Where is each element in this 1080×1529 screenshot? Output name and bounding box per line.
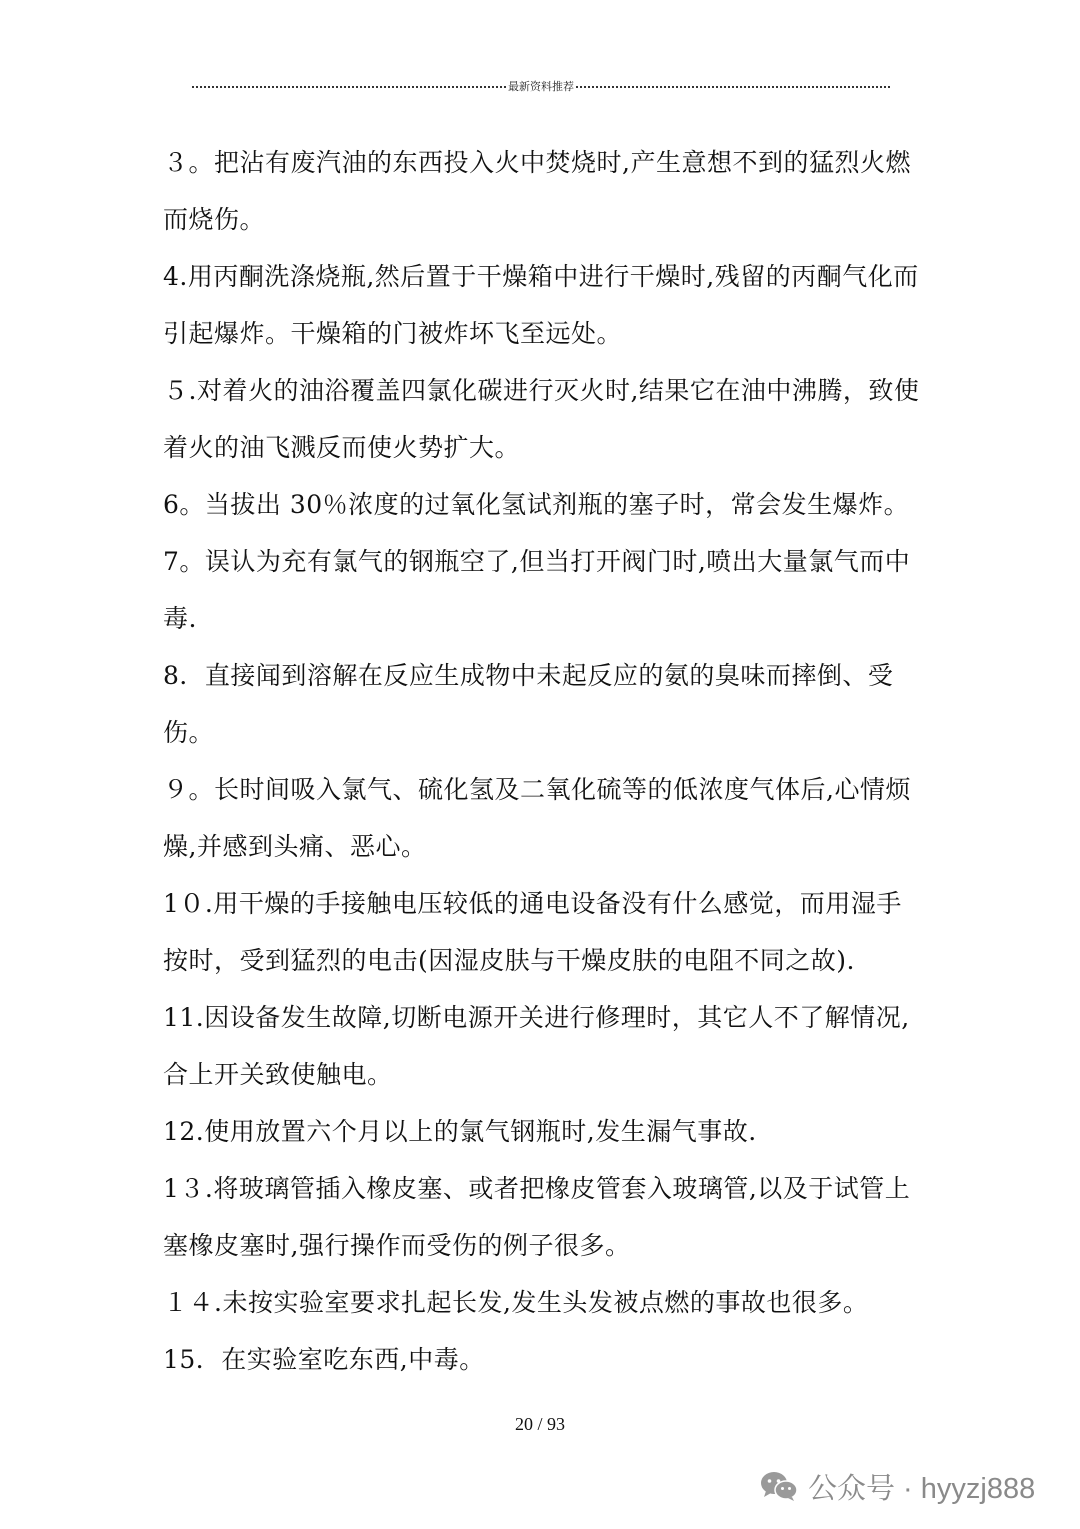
- watermark-text: 公众号 · hyyzj888: [808, 1472, 1036, 1505]
- header-dotted-rule-right: [576, 86, 890, 88]
- list-item: ９。长时间吸入氯气、硫化氢及二氧化硫等的低浓度气体后,心情烦燥,并感到头痛、恶心。: [163, 775, 911, 861]
- wechat-icon: [760, 1470, 798, 1502]
- page-number: 20 / 93: [514, 1414, 565, 1434]
- list-item: 4.用丙酮洗涤烧瓶,然后置于干燥箱中进行干燥时,残留的丙酮气化而引起爆炸。干燥箱的门被炸坏飞至远处。: [163, 262, 919, 348]
- list-item: ３。把沾有废汽油的东西投入火中焚烧时,产生意想不到的猛烈火燃而烧伤。: [163, 148, 911, 234]
- list-item: 12.使用放置六个月以上的氯气钢瓶时,发生漏气事故.: [163, 1117, 757, 1146]
- list-item: 6。当拔出 30％浓度的过氧化氢试剂瓶的塞子时，常会发生爆炸。: [163, 490, 910, 519]
- list-item: 15．在实验室吃东西,中毒。: [163, 1345, 485, 1374]
- header-dotted-rule-left: [192, 86, 506, 88]
- list-item: ５.对着火的油浴覆盖四氯化碳进行灭火时,结果它在油中沸腾，致使着火的油飞溅反而使火势扩大。: [163, 376, 920, 462]
- page-header: [192, 74, 890, 98]
- list-item: 8．直接闻到溶解在反应生成物中未起反应的氨的臭味而摔倒、受伤。: [163, 661, 894, 747]
- list-item: １４.未按实验室要求扎起长发,发生头发被点燃的事故也很多。: [163, 1288, 869, 1317]
- watermark: [760, 1464, 1035, 1508]
- header-title: 最新资料推荐: [508, 80, 574, 93]
- list-item: 1３.将玻璃管插入橡皮塞、或者把橡皮管套入玻璃管,以及于试管上塞橡皮塞时,强行操作而受伤的例子很多。: [163, 1174, 911, 1260]
- list-item: 7。误认为充有氯气的钢瓶空了,但当打开阀门时,喷出大量氯气而中毒.: [163, 547, 911, 633]
- list-item: 11.因设备发生故障,切断电源开关进行修理时，其它人不了解情况,合上开关致使触电。: [163, 1003, 910, 1089]
- document-body: [163, 134, 923, 1388]
- list-item: 1０.用干燥的手接触电压较低的通电设备没有什么感觉，而用湿手按时，受到猛烈的电击(因湿皮肤与干燥皮肤的电阻不同之故).: [163, 889, 902, 975]
